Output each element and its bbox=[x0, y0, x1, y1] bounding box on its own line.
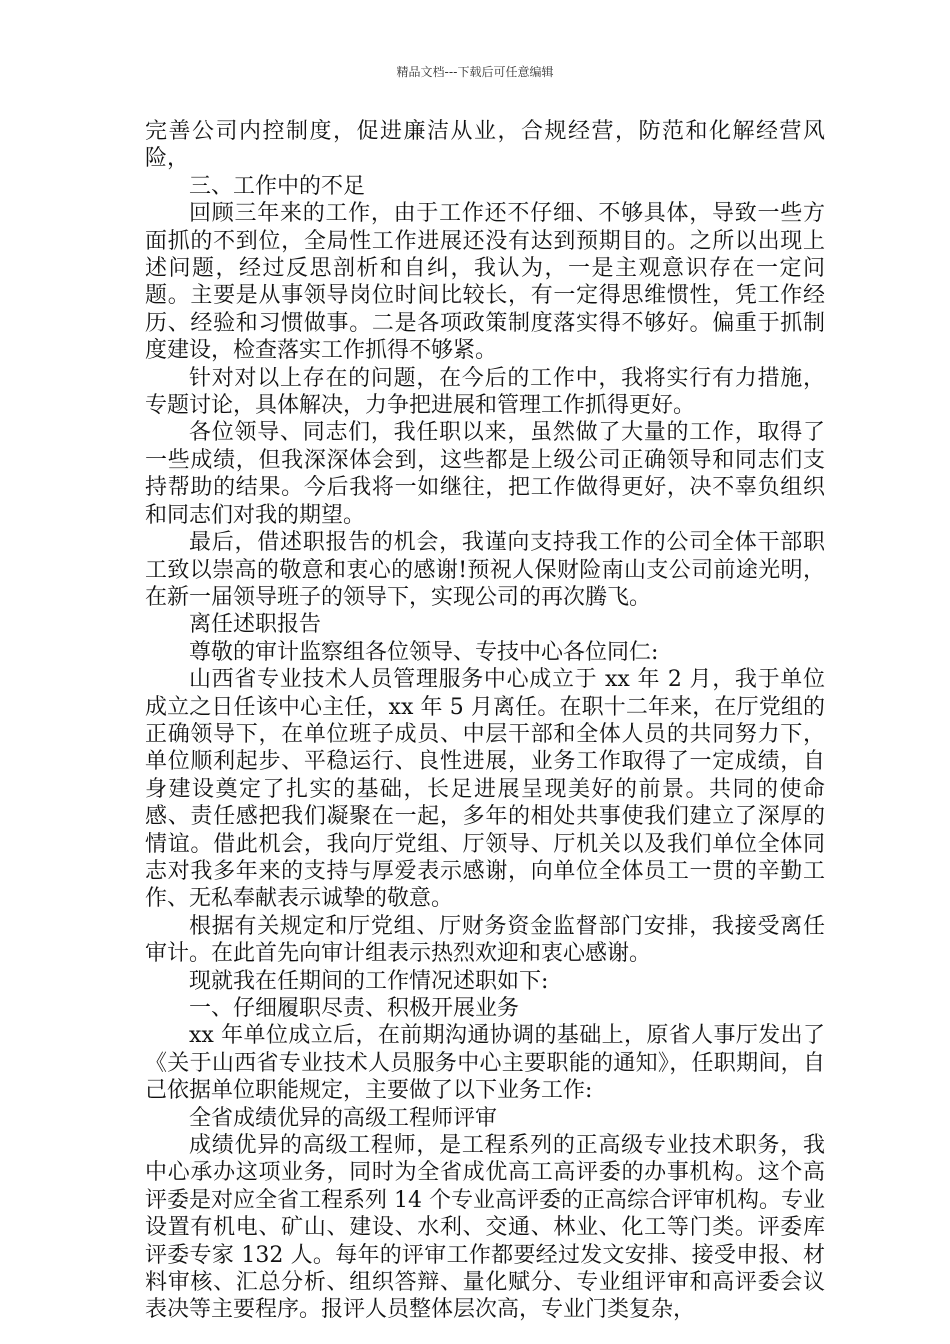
section-heading: 三、工作中的不足 bbox=[189, 173, 366, 199]
paragraph: 回顾三年来的工作，由于工作还不仔细、不够具体，导致一些方面抓的不到位，全局性工作进展还没有达到预期目的。之所以出现上述问题，经过反思剖析和自纠，我认为，一是主观意识存在一定问题。主要是从事领导岗位时间比较长，有一定得思维惯性，凭工作经历、经验和习惯做事。二是各项政策制度落实得不够好。偏重于抓制度建设，检查落实工作抓得不够紧。 bbox=[145, 201, 825, 364]
page-header-note: 精品文档---下载后可任意编辑 bbox=[396, 65, 554, 79]
document-subtitle: 离任述职报告 bbox=[189, 612, 322, 638]
paragraph: 完善公司内控制度，促进廉洁从业，合规经营，防范和化解经营风险， bbox=[145, 119, 825, 172]
paragraph: 最后，借述职报告的机会，我谨向支持我工作的公司全体干部职工致以崇高的敬意和衷心的感谢!预祝人保财险南山支公司前途光明，在新一届领导班子的领导下，实现公司的再次腾飞。 bbox=[145, 530, 825, 610]
document-body bbox=[145, 118, 825, 1324]
paragraph: 山西省专业技术人员管理服务中心成立于 xx 年 2 月，我于单位成立之日任该中心主任，xx 年 5 月离任。在职十二年来，在厅党组的正确领导下，在单位班子成员、中层干部和全体人员的共同努力下，单位顺利起步、平稳运行、良性进展，业务工作取得了一定成绩，自身建设奠定了扎实的基础，长足进展呈现美好的前景。共同的使命感、责任感把我们凝聚在一起，多年的相处共事使我们建立了深厚的情谊。借此机会，我向厅党组、厅领导、厅机关以及我们单位全体同志对我多年来的支持与厚爱表示感谢，向单位全体员工一贯的辛勤工作、无私奉献表示诚挚的敬意。 bbox=[145, 667, 825, 912]
paragraph: 各位领导、同志们，我任职以来，虽然做了大量的工作，取得了一些成绩，但我深深体会到，这些都是上级公司正确领导和同志们支持帮助的结果。今后我将一如继往，把工作做得更好，决不辜负组织和同志们对我的期望。 bbox=[145, 420, 825, 528]
salutation: 尊敬的审计监察组各位领导、专技中心各位同仁: bbox=[189, 639, 659, 665]
sub-heading: 全省成绩优异的高级工程师评审 bbox=[189, 1105, 498, 1131]
paragraph: 现就我在任期间的工作情况述职如下: bbox=[189, 968, 549, 994]
paragraph: xx 年单位成立后，在前期沟通协调的基础上，原省人事厅发出了《关于山西省专业技术人员服务中心主要职能的通知》，任职期间，自己依据单位职能规定，主要做了以下业务工作: bbox=[145, 1023, 825, 1104]
paragraph: 针对对以上存在的问题，在今后的工作中，我将实行有力措施，专题讨论，具体解决，力争把进展和管理工作抓得更好。 bbox=[145, 365, 825, 419]
paragraph: 成绩优异的高级工程师，是工程系列的正高级专业技术职务，我中心承办这项业务，同时为全省成优高工高评委的办事机构。这个高评委是对应全省工程系列 14 个专业高评委的正高综合评审机构。专业设置有机电、矿山、建设、水利、交通、林业、化工等门类。评委库评委专家 132 人。每年的评审工作都要经过发文安排、接受申报、材料审核、汇总分析、组织答辩、量化赋分、专业组评审和高评委会议表决等主要程序。报评人员整体层次高，专业门类复杂， bbox=[145, 1133, 825, 1323]
paragraph: 根据有关规定和厅党组、厅财务资金监督部门安排，我接受离任审计。在此首先向审计组表示热烈欢迎和衷心感谢。 bbox=[145, 913, 825, 967]
section-heading: 一、仔细履职尽责、积极开展业务 bbox=[189, 996, 520, 1021]
